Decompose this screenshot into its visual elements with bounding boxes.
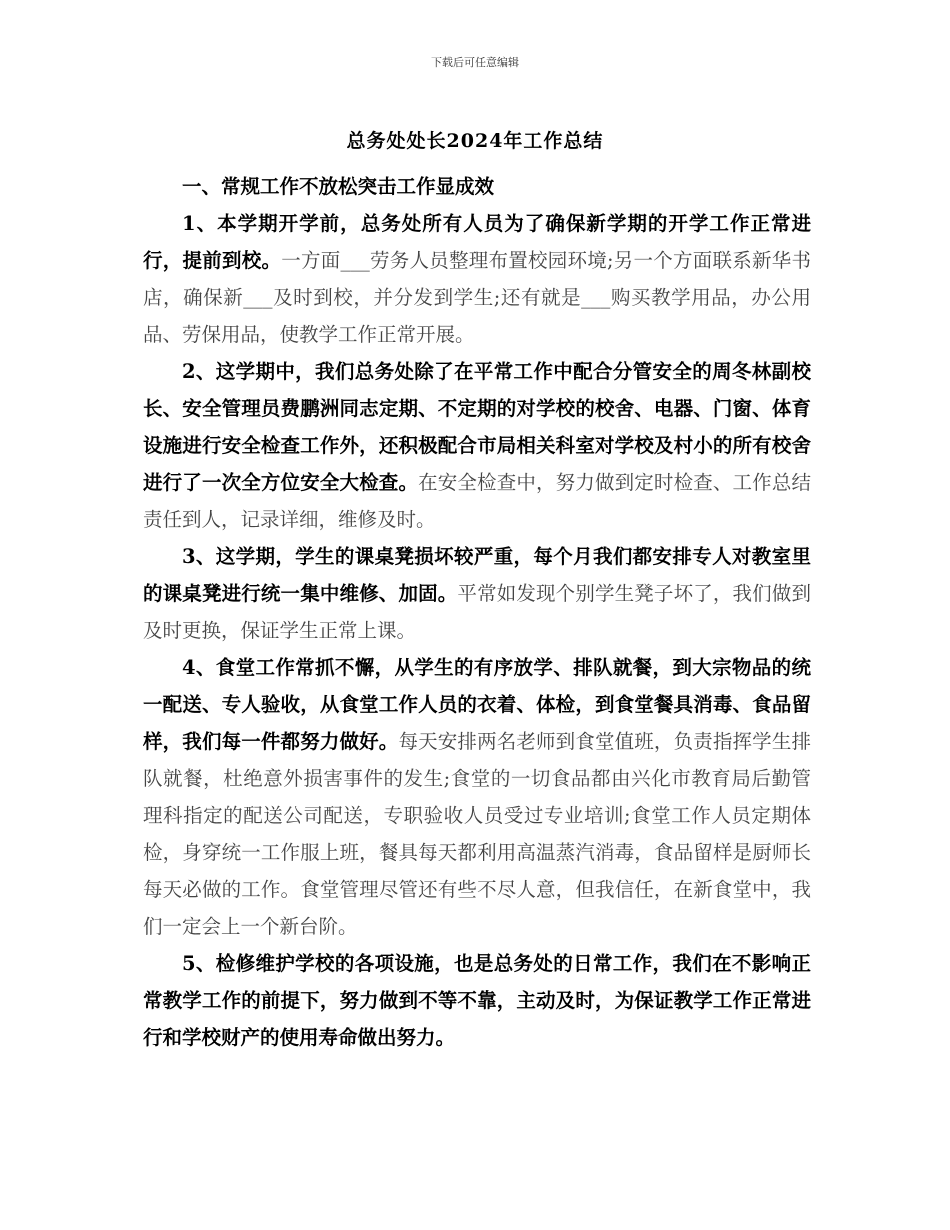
paragraph-1 <box>143 205 811 353</box>
paragraph-detail: 平常如发现个别学生凳子坏了，我们做到及时更换，保证学生正常上课。 <box>143 582 811 642</box>
paragraph-5 <box>143 945 811 1056</box>
header-note: 下载后可任意编辑 <box>431 56 519 69</box>
paragraph-detail: 一方面___劳务人员整理布置校园环境;另一个方面联系新华书店，确保新___及时到校，并分发到学生;还有就是___购买教学用品，办公用品、劳保用品，使教学工作正常开展。 <box>143 249 811 346</box>
paragraph-lead: 2、这学期中，我们总务处除了在平常工作中配合分管安全的周冬林副校长、安全管理员费鹏洲同志定期、不定期的对学校的校舍、电器、门窗、体育设施进行安全检查工作外，还积极配合市局相关科室对学校及村小的所有校舍进行了一次全方位安全大检查。 <box>143 360 811 494</box>
paragraph-detail: 在安全检查中，努力做到定时检查、工作总结责任到人，记录详细，维修及时。 <box>143 471 811 531</box>
section-heading: 一、常规工作不放松突击工作显成效 <box>182 175 495 198</box>
paragraph-lead: 5、检修维护学校的各项设施，也是总务处的日常工作，我们在不影响正常教学工作的前提下，努力做到不等不靠，主动及时，为保证教学工作正常进行和学校财产的使用寿命做出努力。 <box>143 952 811 1049</box>
paragraph-lead: 1、本学期开学前，总务处所有人员为了确保新学期的开学工作正常进行，提前到校。 <box>143 212 811 272</box>
paragraph-detail: 每天安排两名老师到食堂值班，负责指挥学生排队就餐，杜绝意外损害事件的发生;食堂的一切食品都由兴化市教育局后勤管理科指定的配送公司配送，专职验收人员受过专业培训;食堂工作人员定期体检，身穿统一工作服上班，餐具每天都利用高温蒸汽消毒，食品留样是厨师长每天必做的工作。食堂管理尽管还有些不尽人意，但我信任，在新食堂中，我们一定会上一个新台阶。 <box>143 730 811 938</box>
paragraph-2 <box>143 353 811 538</box>
paragraph-3 <box>143 538 811 649</box>
paragraph-4 <box>143 649 811 945</box>
paragraph-lead: 4、食堂工作常抓不懈，从学生的有序放学、排队就餐，到大宗物品的统一配送、专人验收，从食堂工作人员的衣着、体检，到食堂餐具消毒、食品留样，我们每一件都努力做好。 <box>143 656 811 753</box>
document-body <box>143 168 811 1056</box>
paragraph-lead: 3、这学期，学生的课桌凳损坏较严重，每个月我们都安排专人对教室里的课桌凳进行统一集中维修、加固。 <box>143 545 811 605</box>
page-title: 总务处处长2024年工作总结 <box>346 130 604 152</box>
